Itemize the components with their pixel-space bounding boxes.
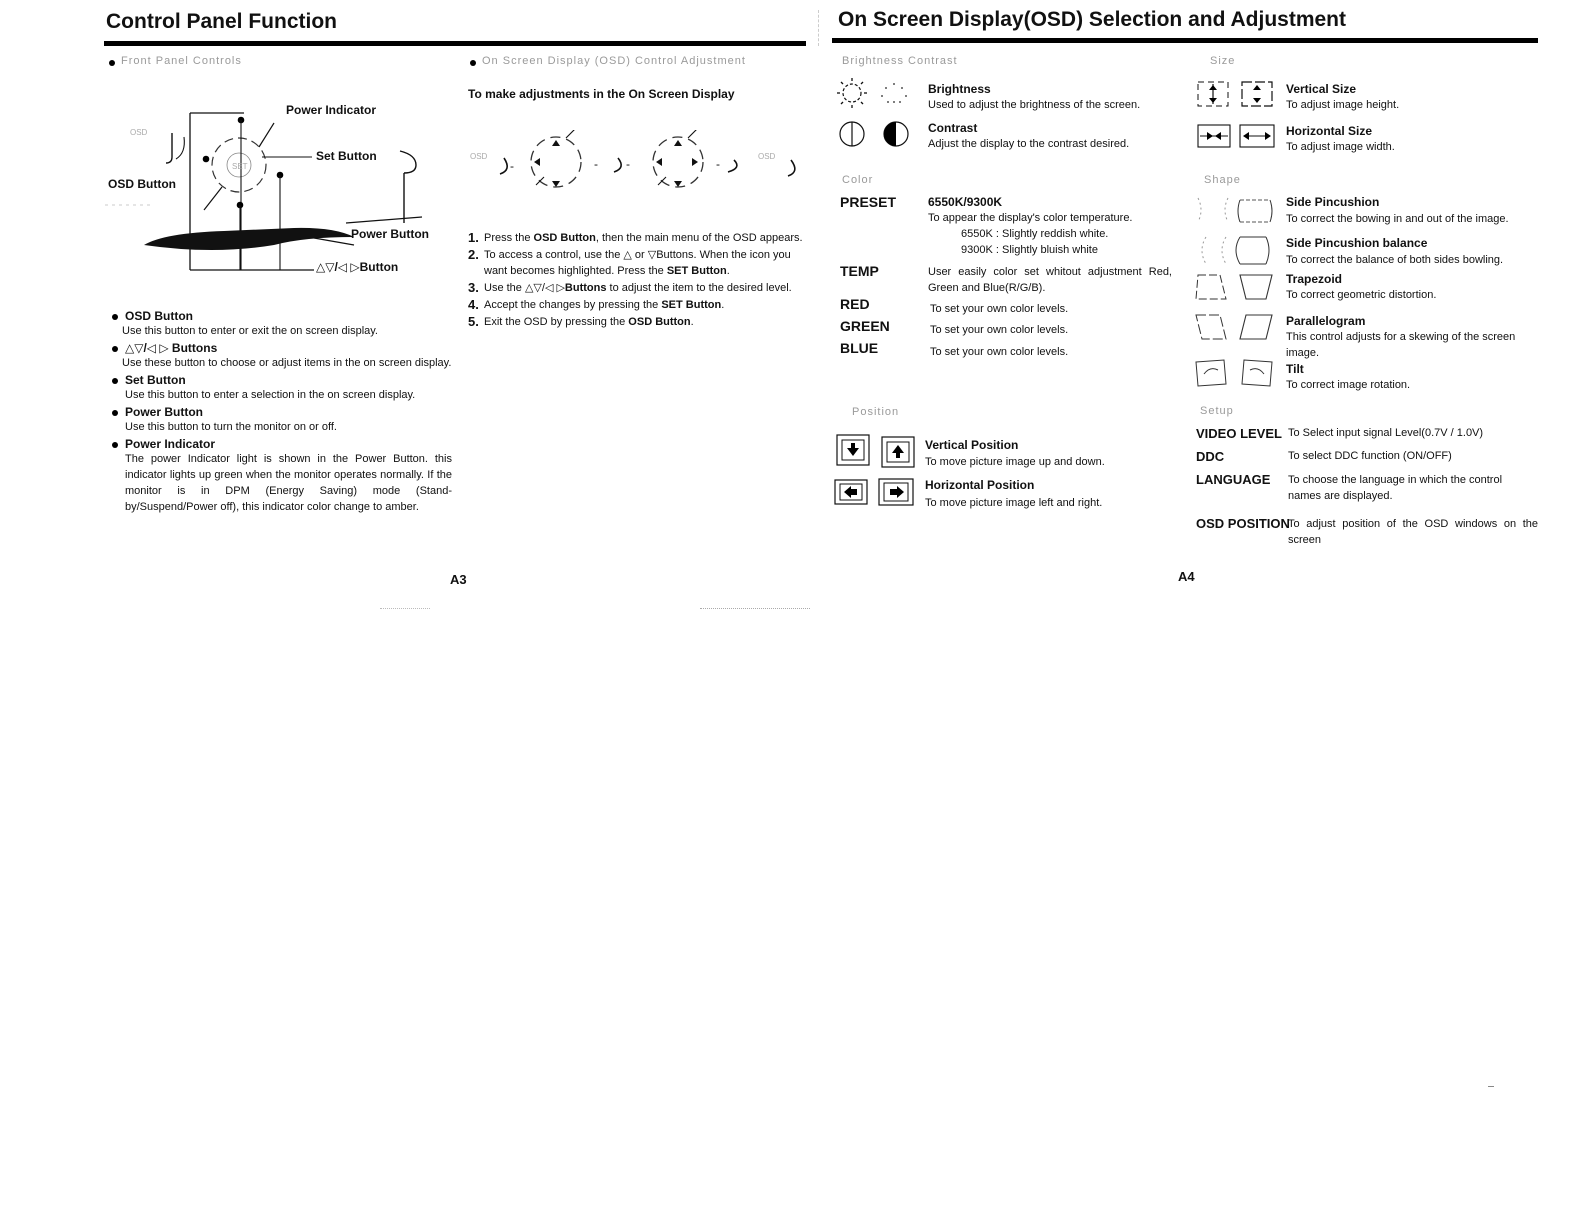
ddc-key: DDC: [1196, 449, 1225, 464]
vertical-position-text: To move picture image up and down.: [925, 456, 1105, 468]
step-5: [468, 314, 808, 330]
ddc-text: To select DDC function (ON/OFF): [1288, 450, 1452, 462]
step-text: Use the △▽/◁ ▷Buttons to adjust the item to the desired level.: [484, 282, 792, 294]
step-text: Exit the OSD by pressing the OSD Button.: [484, 316, 694, 328]
contrast-icon: [838, 118, 914, 155]
brightness-icon: [836, 78, 912, 113]
vertical-size-icon: [1196, 80, 1276, 115]
tilt-icon: [1194, 358, 1274, 393]
language-key: LANGUAGE: [1196, 472, 1271, 487]
item-arrow-buttons: [112, 341, 452, 371]
button-description-list: [112, 309, 452, 515]
vertical-position-icon: [836, 434, 920, 473]
parallelogram-icon: [1194, 312, 1274, 347]
brightness-text: Used to adjust the brightness of the screen.: [928, 99, 1141, 111]
item-label: Power Indicator: [125, 437, 216, 451]
preset-title: 6550K/9300K: [928, 195, 1003, 209]
bullet: [109, 60, 115, 66]
label-arrow-button: △▽/◁ ▷Button: [316, 260, 399, 274]
item-set-button: [112, 373, 452, 403]
step-text: Accept the changes by pressing the SET Button.: [484, 299, 725, 311]
osd-small-label: OSD: [470, 152, 488, 161]
preset-6550k: 6550K : Slightly reddish white.: [961, 228, 1109, 240]
tilt-title: Tilt: [1286, 362, 1304, 376]
osd-steps: [468, 230, 808, 330]
step-number: 3.: [468, 280, 479, 295]
step-text: To access a control, use the △ or ▽Buttons. When the icon you want becomes highlighted. Press the SET Button.: [484, 249, 791, 277]
tilt-text: To correct image rotation.: [1286, 379, 1411, 391]
item-label: Set Button: [125, 373, 186, 387]
pincushion-balance-icon: [1194, 234, 1274, 271]
trapezoid-text: To correct geometric distortion.: [1286, 289, 1437, 301]
scan-artifact: [700, 608, 810, 609]
front-panel-heading: Front Panel Controls: [121, 55, 242, 67]
preset-key: PRESET: [840, 194, 897, 210]
svg-text:-: -: [510, 159, 514, 173]
brightness-contrast-heading: Brightness Contrast: [842, 55, 958, 67]
video-level-text: To Select input signal Level(0.7V / 1.0V): [1288, 427, 1484, 439]
item-label: OSD Button: [125, 309, 193, 323]
scan-artifact: [1488, 1086, 1494, 1087]
osd-small-text: OSD: [130, 128, 148, 137]
osd-control-heading: On Screen Display (OSD) Control Adjustment: [482, 55, 746, 67]
red-text: To set your own color levels.: [930, 303, 1069, 315]
temp-text: User easily color set whitout adjustment Red, Green and Blue(R/G/B).: [928, 266, 1172, 294]
bullet: [470, 60, 476, 66]
set-small-text: SET: [232, 162, 248, 171]
contrast-text: Adjust the display to the contrast desired.: [928, 138, 1130, 150]
pincushion-balance-text: To correct the balance of both sides bowling.: [1286, 254, 1504, 266]
parallelogram-text: This control adjusts for a skewing of the screen image.: [1286, 331, 1516, 359]
item-label: △▽/◁ ▷ Buttons: [125, 341, 218, 355]
osd-sequence-diagram: [466, 130, 811, 200]
horizontal-size-text: To adjust image width.: [1286, 141, 1395, 153]
right-page-title: On Screen Display(OSD) Selection and Adjustment: [838, 8, 1346, 31]
trapezoid-icon: [1194, 272, 1274, 307]
horizontal-size-title: Horizontal Size: [1286, 124, 1373, 138]
scan-artifact: [380, 608, 430, 609]
step-4: [468, 297, 808, 313]
label-power-indicator: Power Indicator: [286, 103, 377, 117]
step-2: [468, 247, 808, 279]
step-3: [468, 280, 808, 296]
item-power-indicator: [112, 437, 452, 515]
left-title-rule: [104, 41, 806, 46]
side-pincushion-text: To correct the bowing in and out of the image.: [1286, 213, 1509, 225]
label-power-button: Power Button: [351, 227, 429, 241]
osd-position-key: OSD POSITION: [1196, 516, 1290, 531]
item-text: Use this button to turn the monitor on or off.: [125, 421, 337, 433]
osd-position-text: To adjust position of the OSD windows on the screen: [1288, 518, 1538, 546]
item-power-button: [112, 405, 452, 435]
step-number: 4.: [468, 297, 479, 312]
item-text: Use these button to choose or adjust items in the on screen display.: [122, 357, 452, 369]
svg-text:-: -: [716, 157, 720, 171]
step-number: 1.: [468, 230, 479, 245]
step-text: Press the OSD Button, then the main menu of the OSD appears.: [484, 232, 803, 244]
green-text: To set your own color levels.: [930, 324, 1069, 336]
contrast-title: Contrast: [928, 121, 978, 135]
step-1: [468, 230, 808, 246]
item-text: The power Indicator light is shown in the Power Button. this indicator lights up green when the monitor operates normally. If the monitor is in DPM (Energy Saving) mode (Stand-by/Suspend/Power off), this indicator color change to amber.: [125, 453, 452, 513]
pincushion-balance-title: Side Pincushion balance: [1286, 236, 1428, 250]
step-number: 5.: [468, 314, 479, 329]
blue-key: BLUE: [840, 340, 879, 356]
red-key: RED: [840, 296, 870, 312]
svg-text:-: -: [626, 157, 630, 171]
setup-heading: Setup: [1200, 405, 1234, 417]
side-pincushion-icon: [1194, 194, 1274, 231]
preset-text: To appear the display's color temperature.: [928, 212, 1133, 224]
green-key: GREEN: [840, 318, 890, 334]
label-set-button: Set Button: [316, 149, 377, 163]
osd-intro: To make adjustments in the On Screen Display: [468, 87, 735, 101]
vertical-position-title: Vertical Position: [925, 438, 1019, 452]
shape-heading: Shape: [1204, 174, 1241, 186]
language-text: To choose the language in which the control names are displayed.: [1288, 474, 1503, 502]
blue-text: To set your own color levels.: [930, 346, 1069, 358]
side-pincushion-title: Side Pincushion: [1286, 195, 1380, 209]
horizontal-size-icon: [1196, 122, 1276, 157]
parallelogram-title: Parallelogram: [1286, 314, 1366, 328]
horizontal-position-title: Horizontal Position: [925, 478, 1035, 492]
right-title-rule: [832, 38, 1538, 43]
item-text: Use this button to enter a selection in the on screen display.: [125, 389, 416, 401]
label-osd-button: OSD Button: [108, 177, 176, 191]
vertical-size-title: Vertical Size: [1286, 82, 1357, 96]
left-page-title: Control Panel Function: [106, 10, 337, 33]
preset-9300k: 9300K : Slightly bluish white: [961, 244, 1098, 256]
horizontal-position-icon: [834, 476, 918, 513]
brightness-title: Brightness: [928, 82, 991, 96]
color-heading: Color: [842, 174, 874, 186]
item-text: Use this button to enter or exit the on screen display.: [122, 325, 378, 337]
video-level-key: VIDEO LEVEL: [1196, 426, 1282, 441]
temp-key: TEMP: [840, 263, 879, 279]
page-number-a3: A3: [450, 572, 467, 587]
svg-text:-: -: [594, 157, 598, 171]
item-osd-button: [112, 309, 452, 339]
horizontal-position-text: To move picture image left and right.: [925, 497, 1103, 509]
osd-small-label: OSD: [758, 152, 776, 161]
position-heading: Position: [852, 406, 900, 418]
vertical-size-text: To adjust image height.: [1286, 99, 1400, 111]
step-number: 2.: [468, 247, 479, 262]
trapezoid-title: Trapezoid: [1286, 272, 1343, 286]
item-label: Power Button: [125, 405, 203, 419]
size-heading: Size: [1210, 55, 1236, 67]
page-number-a4: A4: [1178, 569, 1195, 584]
page-gutter: [818, 10, 820, 46]
